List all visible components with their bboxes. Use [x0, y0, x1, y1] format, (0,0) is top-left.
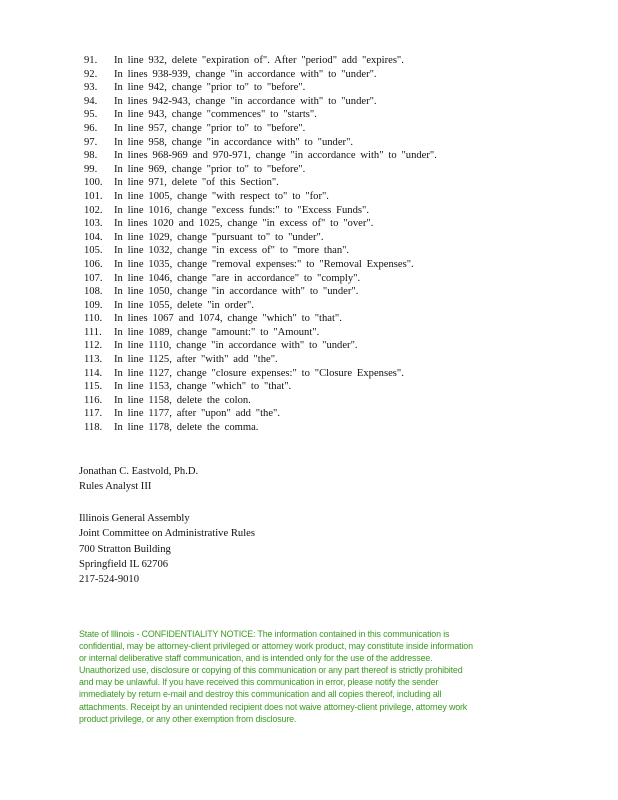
item-text: In lines 1067 and 1074, change "which" to "that". [114, 313, 342, 325]
notice-line: State of Illinois - CONFIDENTIALITY NOTICE: The information contained in this communication is [79, 629, 450, 639]
notice-line: Unauthorized use, disclosure or copying of this communication or any part thereof is strictly prohibited [79, 665, 463, 676]
list-item [84, 407, 554, 421]
list-item [84, 217, 554, 231]
item-number: 104. [84, 231, 103, 243]
notice-line: or internal deliberative staff communication, and is intended only for the use of the addressee. [79, 653, 433, 664]
list-item [84, 258, 554, 272]
notice-line: immediately by return e-mail and destroy this communication and all copies thereof, including all [79, 689, 442, 700]
item-number: 113. [84, 354, 103, 366]
item-text: In line 1032, change "in excess of" to "more than". [114, 245, 350, 257]
item-number: 102. [84, 204, 103, 216]
item-text: In lines 1020 and 1025, change "in excess of" to "over". [114, 218, 374, 230]
item-text: In line 942, change "prior to" to "before". [114, 82, 306, 94]
city-state-zip: Springfield IL 62706 [79, 558, 169, 570]
item-number: 95. [84, 109, 98, 121]
item-number: 100. [84, 177, 103, 189]
list-item [84, 367, 554, 381]
list-item [84, 54, 554, 68]
item-text: In line 1035, change "removal expenses:" to "Removal Expenses". [114, 258, 414, 270]
list-item [84, 190, 554, 204]
item-text: In line 1050, change "in accordance with" to "under". [114, 286, 359, 298]
street-address: 700 Stratton Building [79, 543, 171, 555]
item-number: 103. [84, 218, 103, 230]
notice-line: attachments. Receipt by an unintended recipient does not waive attorney-client privilege, attorney work [79, 701, 468, 712]
item-number: 93. [84, 82, 98, 94]
item-text: In line 1029, change "pursuant to" to "under". [114, 231, 324, 243]
confidentiality-notice [79, 628, 549, 725]
item-text: In line 943, change "commences" to "starts". [114, 109, 317, 121]
item-text: In line 1125, after "with" add "the". [114, 354, 278, 366]
list-item [84, 163, 554, 177]
item-number: 91. [84, 55, 98, 66]
item-number: 116. [84, 394, 103, 406]
item-number: 109. [84, 299, 103, 311]
signer-title: Rules Analyst III [79, 481, 152, 493]
list-item [84, 299, 554, 313]
item-number: 96. [84, 122, 98, 134]
list-item [84, 122, 554, 136]
list-item [84, 136, 554, 150]
item-text: In lines 942-943, change "in accordance with" to "under". [114, 95, 377, 107]
item-number: 117. [84, 408, 103, 420]
address-block [79, 511, 255, 587]
list-item [84, 176, 554, 190]
list-item [84, 272, 554, 286]
list-item [84, 353, 554, 367]
item-number: 118. [84, 422, 103, 434]
item-text: In line 932, delete "expiration of". After "period" add "expires". [114, 55, 404, 66]
revision-list [84, 54, 554, 435]
item-text: In line 957, change "prior to" to "before". [114, 122, 306, 134]
org-name: Illinois General Assembly [79, 513, 190, 524]
item-text: In line 971, delete "of this Section". [114, 177, 279, 189]
item-text: In line 1158, delete the colon. [114, 394, 251, 406]
notice-line: and may be unlawful. If you have received this communication in error, please notify the sender [79, 677, 439, 688]
list-item [84, 108, 554, 122]
list-item [84, 204, 554, 218]
list-item [84, 149, 554, 163]
list-item [84, 231, 554, 245]
item-text: In lines 968-969 and 970-971, change "in accordance with" to "under". [114, 150, 437, 162]
list-item [84, 95, 554, 109]
item-text: In line 1016, change "excess funds:" to "Excess Funds". [114, 204, 369, 216]
item-number: 107. [84, 272, 103, 284]
item-text: In line 1177, after "upon" add "the". [114, 408, 281, 420]
notice-line: confidential, may be attorney-client privileged or attorney work product, may constitute inside information [79, 641, 473, 652]
item-text: In line 1005, change "with respect to" to "for". [114, 190, 329, 202]
item-text: In line 969, change "prior to" to "before". [114, 163, 306, 175]
item-text: In line 1178, delete the comma. [114, 422, 259, 434]
item-number: 101. [84, 190, 103, 202]
item-text: In line 958, change "in accordance with" to "under". [114, 136, 354, 148]
phone-number: 217-524-9010 [79, 574, 140, 586]
signer-name: Jonathan C. Eastvold, Ph.D. [79, 466, 199, 477]
list-item [84, 244, 554, 258]
item-number: 106. [84, 258, 103, 270]
item-number: 111. [84, 326, 102, 338]
item-number: 114. [84, 367, 103, 379]
item-number: 105. [84, 245, 103, 257]
item-number: 98. [84, 150, 98, 162]
item-text: In line 1055, delete "in order". [114, 299, 254, 311]
item-number: 92. [84, 68, 98, 80]
committee-name: Joint Committee on Administrative Rules [79, 528, 255, 540]
list-item [84, 380, 554, 394]
signature-block [79, 464, 198, 495]
item-text: In line 1046, change "are in accordance" to "comply". [114, 272, 361, 284]
item-number: 110. [84, 313, 103, 325]
item-text: In line 1110, change "in accordance with" to "under". [114, 340, 358, 352]
list-item [84, 68, 554, 82]
item-number: 94. [84, 95, 98, 107]
list-item [84, 421, 554, 435]
list-item [84, 394, 554, 408]
list-item [84, 312, 554, 326]
list-item [84, 81, 554, 95]
item-text: In lines 938-939, change "in accordance with" to "under". [114, 68, 377, 80]
item-number: 115. [84, 381, 103, 393]
item-number: 108. [84, 286, 103, 298]
list-item [84, 339, 554, 353]
item-number: 97. [84, 136, 98, 148]
item-text: In line 1127, change "closure expenses:" to "Closure Expenses". [114, 367, 404, 379]
item-number: 99. [84, 163, 98, 175]
item-number: 112. [84, 340, 103, 352]
list-item [84, 285, 554, 299]
item-text: In line 1153, change "which" to "that". [114, 381, 292, 393]
item-text: In line 1089, change "amount:" to "Amount". [114, 326, 320, 338]
notice-line: product privilege, or any other exemption from disclosure. [79, 713, 297, 724]
list-item [84, 326, 554, 340]
